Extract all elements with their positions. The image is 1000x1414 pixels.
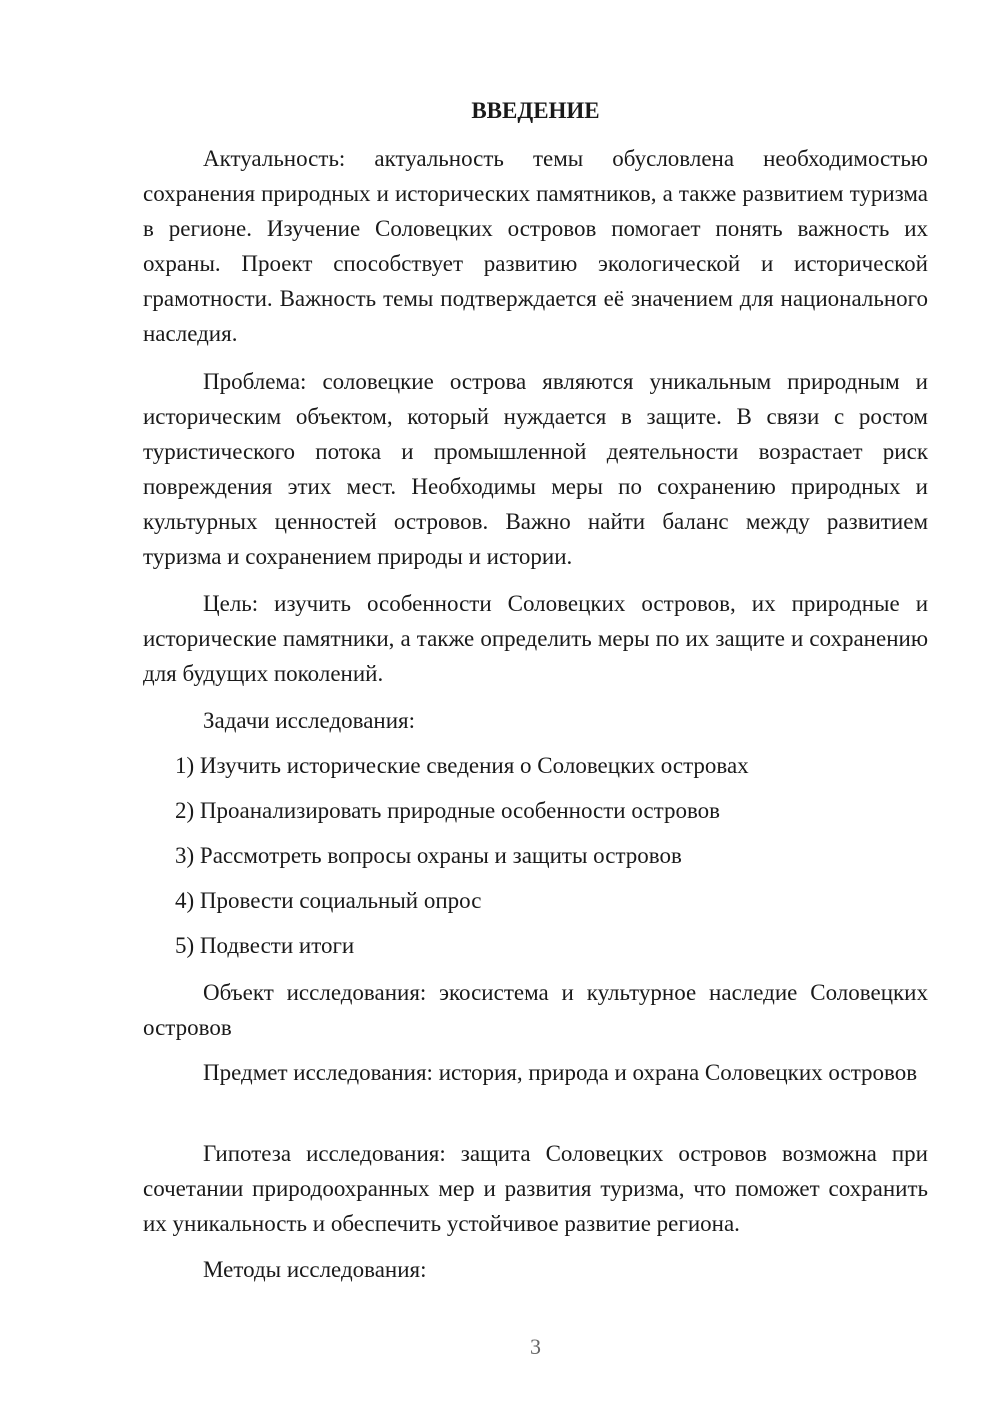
task-item-5: 5) Подвести итоги: [175, 933, 355, 958]
task-item-1: 1) Изучить исторические сведения о Соловецких островах: [175, 753, 749, 778]
paragraph-relevance: Актуальность: актуальность темы обусловлена необходимостью сохранения природных и исторических памятников, а также развитием туризма в регионе. Изучение Соловецких островов помогает понять важность их охраны. Проект способствует развитию экологической и исторической грамотности. Важность темы подтверждается её значением для национального наследия.: [143, 146, 928, 346]
paragraph-goal: Цель: изучить особенности Соловецких островов, их природные и исторические памятники, а также определить меры по их защите и сохранению для будущих поколений.: [143, 591, 928, 686]
paragraph-problem: Проблема: соловецкие острова являются уникальным природным и историческим объектом, который нуждается в защите. В связи с ростом туристического потока и промышленной деятельности возрастает риск повреждения этих мест. Необходимы меры по сохранению природных и культурных ценностей островов. Важно найти баланс между развитием туризма и сохранением природы и истории.: [143, 369, 928, 569]
paragraph-subject: Предмет исследования: история, природа и охрана Соловецких островов: [203, 1060, 918, 1085]
paragraph-hypothesis: Гипотеза исследования: защита Соловецких островов возможна при сочетании природоохранных мер и развития туризма, что поможет сохранить их уникальность и обеспечить устойчивое развитие региона.: [143, 1141, 928, 1236]
section-title: ВВЕДЕНИЕ: [471, 98, 600, 123]
document-page: [143, 0, 928, 1414]
tasks-heading: Задачи исследования:: [203, 708, 416, 733]
task-item-4: 4) Провести социальный опрос: [175, 888, 482, 913]
methods-heading: Методы исследования:: [203, 1257, 427, 1282]
task-item-3: 3) Рассмотреть вопросы охраны и защиты островов: [175, 843, 682, 868]
paragraph-object: Объект исследования: экосистема и культурное наследие Соловецких островов: [143, 980, 928, 1040]
task-item-2: 2) Проанализировать природные особенности островов: [175, 798, 721, 823]
page-number: 3: [530, 1334, 541, 1359]
